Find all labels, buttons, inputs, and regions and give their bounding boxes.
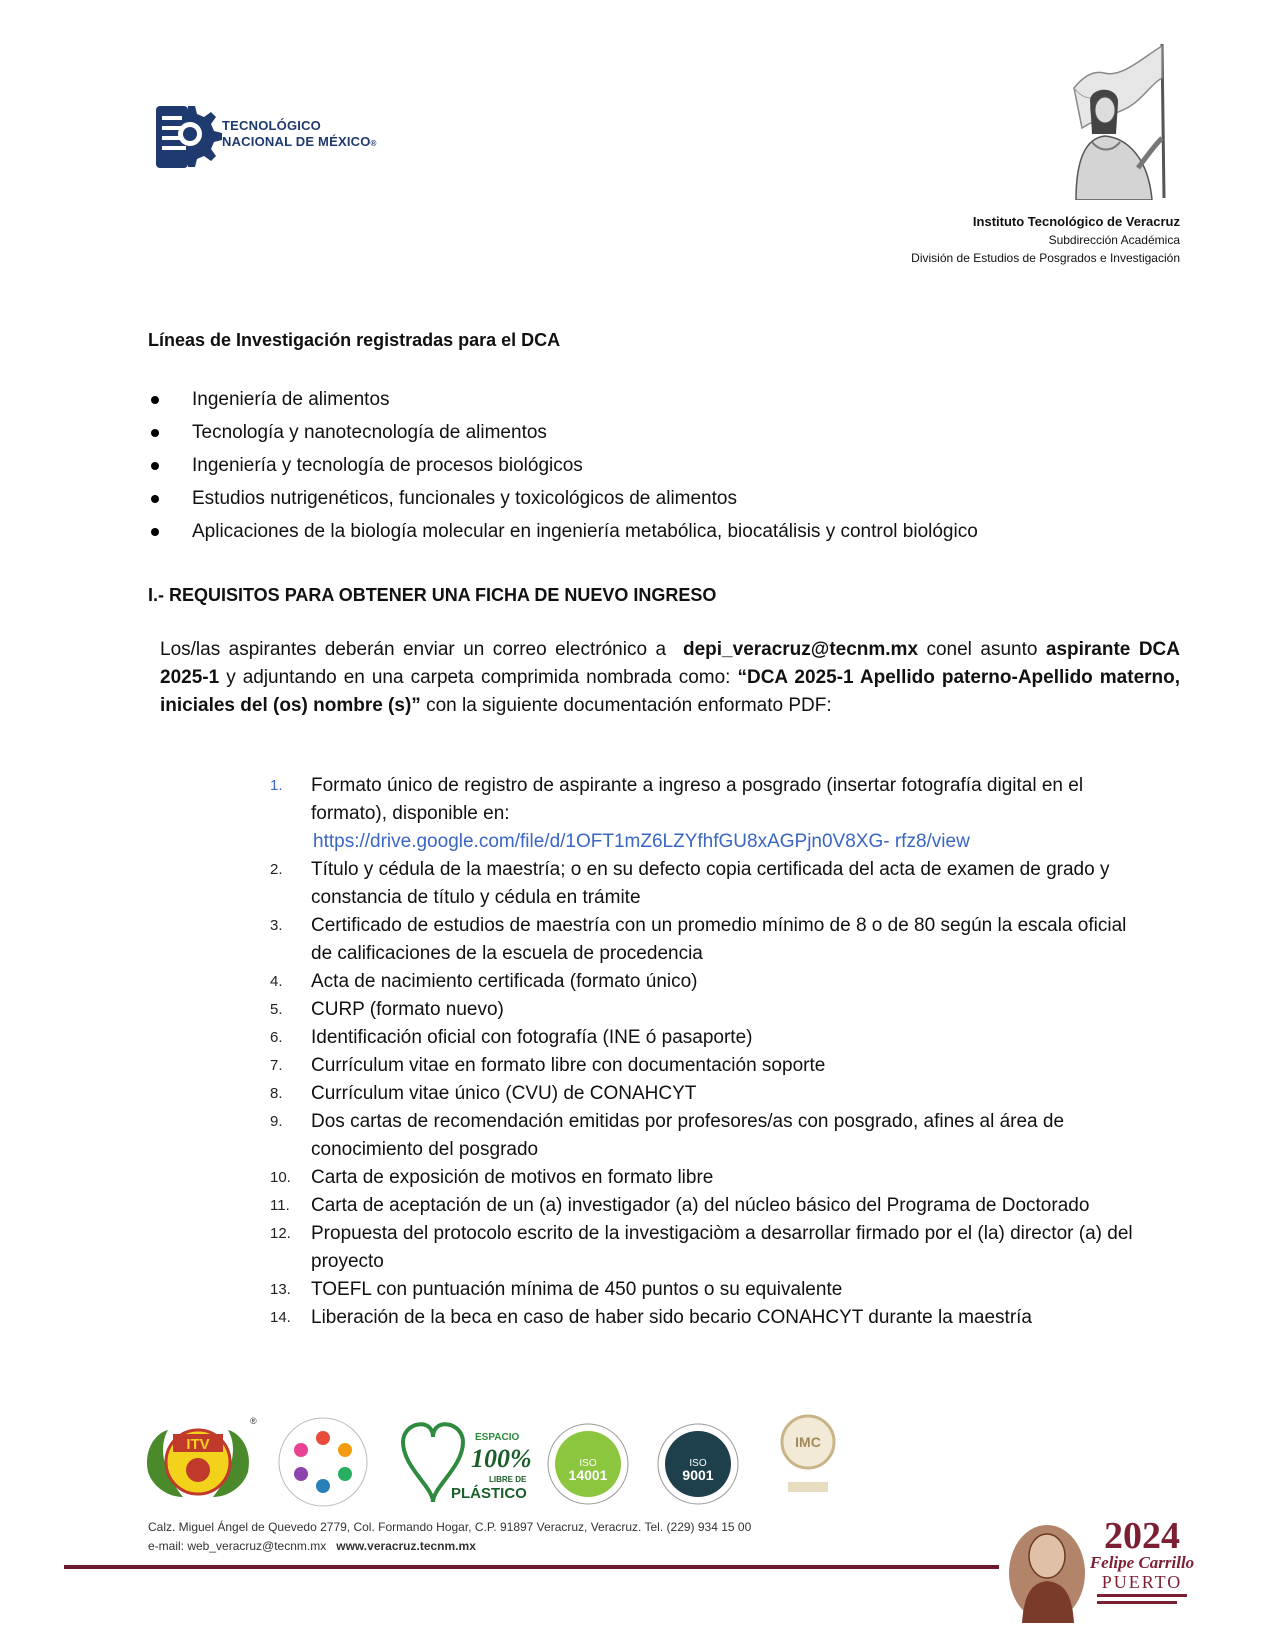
iso-9001-logo	[658, 1424, 738, 1504]
item-text: Título y cédula de la maestría; o en su defecto copia certificada del acta de examen de grado y constancia de título y cédula en trámite	[311, 859, 1110, 908]
item-number: 11.	[270, 1197, 290, 1214]
list-item	[270, 1052, 1145, 1080]
item-number: 10.	[270, 1169, 291, 1186]
itv-text: ITV	[186, 1436, 210, 1453]
footer-divider	[64, 1565, 999, 1569]
list-item: Tecnología y nanotecnología de alimentos	[148, 416, 978, 449]
list-item	[270, 996, 1145, 1024]
research-lines-list	[148, 383, 978, 548]
item-number: 8.	[270, 1085, 283, 1102]
list-item	[270, 772, 1145, 856]
logo-line-1: TECNOLÓGICO	[222, 118, 321, 133]
list-item	[270, 1220, 1145, 1276]
intro-text: Los/las aspirantes deberán enviar un correo electrónico a	[160, 639, 667, 660]
year-name: Felipe Carrillo	[1089, 1553, 1195, 1572]
item-number: 7.	[270, 1057, 283, 1074]
list-item	[270, 912, 1145, 968]
folder-name: “DCA 2025-1 Apellido paterno-Apellido materno, iniciales del (os) nombre (s)”	[160, 667, 1181, 716]
list-item: Aplicaciones de la biología molecular en ingeniería metabólica, biocatálisis y control biológico	[148, 515, 978, 548]
item-text: Currículum vitae único (CVU) de CONAHCYT	[311, 1083, 697, 1104]
intro-paragraph	[160, 636, 1180, 720]
item-number: 3.	[270, 917, 283, 934]
year-text: 2024	[1104, 1515, 1180, 1557]
list-item: Ingeniería de alimentos	[148, 383, 978, 416]
intro-text: y adjuntando en una carpeta comprimida nombrada como:	[226, 667, 731, 688]
email-address[interactable]: depi_veracruz@tecnm.mx	[683, 639, 919, 660]
svg-text:®: ®	[250, 1416, 257, 1426]
intro-text: con la siguiente documentación enformato PDF:	[426, 695, 832, 716]
iso-label: ISO	[689, 1458, 707, 1469]
institution-block	[911, 213, 1180, 267]
list-item	[270, 1276, 1145, 1304]
equality-norm-logo	[279, 1418, 367, 1506]
item-text: Liberación de la beca en caso de haber sido becario CONAHCYT durante la maestría	[311, 1307, 1032, 1328]
year-2024-badge	[1002, 1508, 1212, 1623]
itv-crest-logo	[147, 1416, 257, 1497]
list-item	[270, 1304, 1145, 1332]
espacio-percent: 100%	[471, 1444, 532, 1473]
list-item	[270, 1108, 1145, 1164]
item-number: 13.	[270, 1281, 291, 1298]
form-link[interactable]: https://drive.google.com/file/d/1OFT1mZ6LZYfhfGU8xAGPjn0V8XG- rfz8/view	[313, 831, 970, 852]
item-number: 1.	[270, 777, 283, 794]
plastic-free-logo	[403, 1424, 532, 1502]
item-number: 9.	[270, 1113, 283, 1130]
list-item: Ingeniería y tecnología de procesos biológicos	[148, 449, 978, 482]
iso-number: 14001	[568, 1467, 608, 1483]
list-item	[270, 1024, 1145, 1052]
item-text: Carta de exposición de motivos en formato libre	[311, 1167, 714, 1188]
item-text: Formato único de registro de aspirante a ingreso a posgrado (insertar fotografía digital en el formato), disponible en:	[311, 775, 1084, 824]
footer-logos	[138, 1412, 898, 1519]
address-text: Calz. Miguel Ángel de Quevedo 2779, Col. Formando Hogar, C.P. 91897 Veracruz, Veracruz. Tel. (229) 934 15 00	[148, 1520, 752, 1534]
heroine-flag-illustration	[1052, 38, 1207, 200]
list-item	[270, 856, 1145, 912]
email-subject: aspirante DCA 2025-1	[160, 639, 1181, 688]
item-text: Certificado de estudios de maestría con un promedio mínimo de 8 o de 80 según la escala oficial de calificaciones de la escuela de procedencia	[311, 915, 1127, 964]
requirements-title: I.- REQUISITOS PARA OBTENER UNA FICHA DE NUEVO INGRESO	[148, 585, 717, 605]
espacio-text: ESPACIO	[475, 1432, 520, 1443]
year-name: PUERTO	[1101, 1572, 1183, 1592]
item-number: 14.	[270, 1309, 291, 1326]
item-text: Acta de nacimiento certificada (formato único)	[311, 971, 698, 992]
tecnm-logo-text	[222, 118, 377, 152]
institution-name: Instituto Tecnológico de Veracruz	[972, 214, 1180, 229]
energy-management-logo	[782, 1416, 834, 1492]
division: División de Estudios de Posgrados e Investigación	[911, 251, 1180, 265]
intro-text: conel asunto	[926, 639, 1038, 660]
item-number: 12.	[270, 1225, 291, 1242]
subdirection: Subdirección Académica	[1048, 233, 1180, 247]
list-item	[270, 1192, 1145, 1220]
espacio-text: PLÁSTICO	[451, 1485, 527, 1502]
list-item	[270, 1164, 1145, 1192]
iso-14001-logo	[548, 1424, 628, 1504]
item-number: 4.	[270, 973, 283, 990]
item-text: TOEFL con puntuación mínima de 450 puntos o su equivalente	[311, 1279, 843, 1300]
list-item	[270, 968, 1145, 996]
item-number: 2.	[270, 861, 283, 878]
item-text: Identificación oficial con fotografía (INE ó pasaporte)	[311, 1027, 753, 1048]
certification-logos	[138, 1412, 898, 1514]
footer-email[interactable]: e-mail: web_veracruz@tecnm.mx	[148, 1539, 327, 1553]
item-number: 5.	[270, 1001, 283, 1018]
imc-text: IMC	[795, 1434, 821, 1450]
logo-line-2: NACIONAL DE MÉXICO®	[222, 134, 377, 149]
item-text: Carta de aceptación de un (a) investigador (a) del núcleo básico del Programa de Doctorado	[311, 1195, 1090, 1216]
item-text: CURP (formato nuevo)	[311, 999, 504, 1020]
item-text: Currículum vitae en formato libre con documentación soporte	[311, 1055, 826, 1076]
list-item	[270, 1080, 1145, 1108]
iso-number: 9001	[682, 1467, 714, 1483]
item-number: 6.	[270, 1029, 283, 1046]
espacio-text: LIBRE DE	[489, 1475, 527, 1484]
requirements-list	[270, 772, 1145, 1332]
item-text: Dos cartas de recomendación emitidas por profesores/as con posgrado, afines al área de conocimiento del posgrado	[311, 1111, 1065, 1160]
gear-emblem-icon	[148, 88, 228, 186]
list-item: Estudios nutrigenéticos, funcionales y toxicológicos de alimentos	[148, 482, 978, 515]
footer-address	[148, 1518, 751, 1556]
item-text: Propuesta del protocolo escrito de la investigaciòm a desarrollar firmado por el (la) director (a) del proyecto	[311, 1223, 1133, 1272]
footer-website[interactable]: www.veracruz.tecnm.mx	[336, 1539, 476, 1553]
lines-title: Líneas de Investigación registradas para el DCA	[148, 330, 561, 350]
footer-contact	[148, 1537, 751, 1556]
iso-label: ISO	[579, 1458, 597, 1469]
